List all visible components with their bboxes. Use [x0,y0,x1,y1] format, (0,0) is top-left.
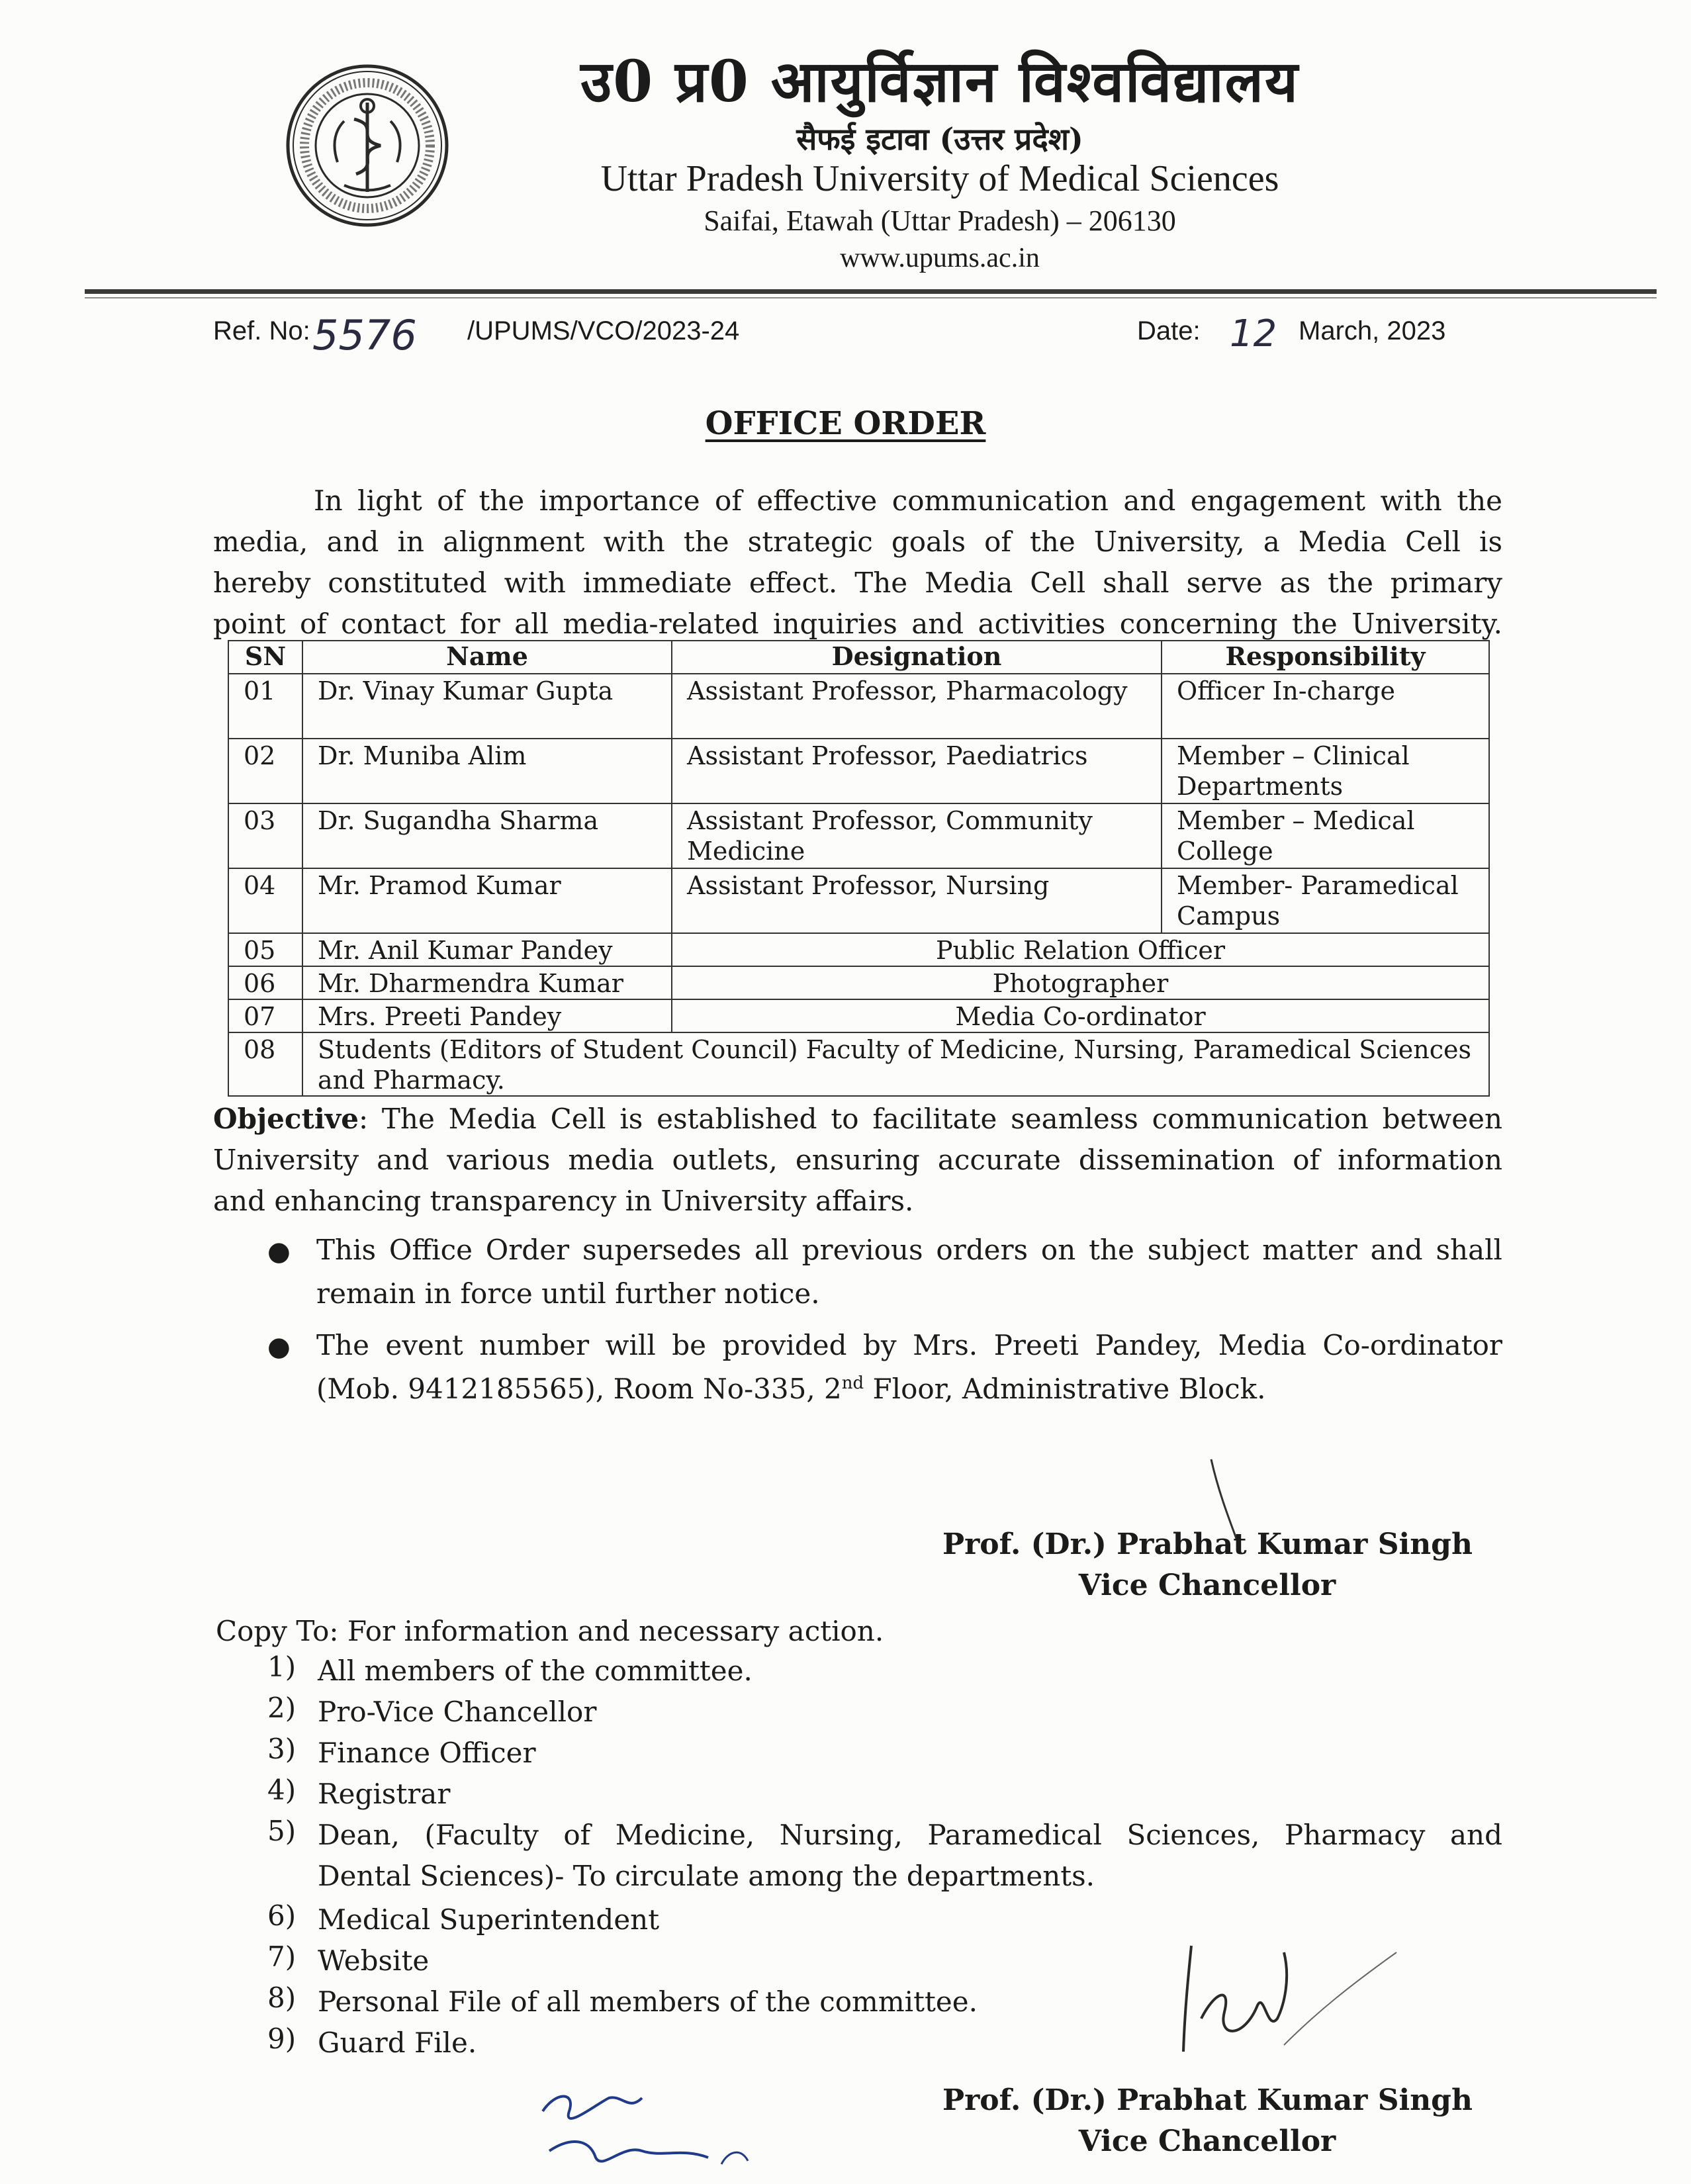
cell-name: Mr. Pramod Kumar [302,868,672,933]
copy-item-number: 8) [267,1981,297,2014]
cell-responsibility: Member- Paramedical Campus [1162,868,1489,933]
objective-label: Objective [213,1103,359,1135]
cell-name: Mr. Anil Kumar Pandey [302,933,672,966]
table-row [228,1032,1489,1096]
date-day-handwritten: 12 [1230,312,1277,355]
table-row [228,868,1489,933]
copy-item: Guard File. [318,2026,477,2059]
bullet-line: remain in force until further notice. [316,1277,820,1310]
cell-responsibility: Member – Medical College [1162,803,1489,868]
signatory-title: Vice Chancellor [1078,2124,1336,2158]
ref-suffix: /UPUMS/VCO/2023-24 [467,316,740,345]
university-place-hindi: सैफई इटावा (उत्तर प्रदेश) [796,121,1083,157]
signatory-name: Prof. (Dr.) Prabhat Kumar Singh [942,1527,1473,1561]
copy-item: Finance Officer [318,1737,536,1769]
cell-sn: 07 [228,999,302,1032]
intro-line: media, and in alignment with the strategic goals of the University, a Media Cell is [213,525,1502,558]
objective-paragraph [213,1099,1502,1222]
letterhead-rule-thin [85,297,1657,298]
cell-name: Mrs. Preeti Pandey [302,999,672,1032]
cell-sn: 01 [228,674,302,739]
bullet-item [316,1324,1502,1411]
cell-sn: 04 [228,868,302,933]
letterhead-rule [85,289,1657,294]
signatory-name: Prof. (Dr.) Prabhat Kumar Singh [942,2083,1473,2117]
objective-text: : The Media Cell is established to facilitate seamless communication between [358,1103,1502,1135]
date-label: Date: [1137,316,1201,345]
cell-sn: 05 [228,933,302,966]
university-name-english: Uttar Pradesh University of Medical Sciences [600,158,1279,199]
copy-item: Registrar [318,1778,451,1810]
cell-sn: 03 [228,803,302,868]
table-row [228,739,1489,803]
cell-sn: 02 [228,739,302,803]
ref-label: Ref. No: [213,316,310,345]
university-address: Saifai, Etawah (Uttar Pradesh) – 206130 [704,205,1176,237]
bullet-icon: ● [267,1332,291,1362]
university-website: www.upums.ac.in [840,243,1040,273]
objective-line: and enhancing transparency in University affairs. [213,1185,914,1217]
initials-scribble-icon [529,2085,821,2184]
copy-to-intro: Copy To: For information and necessary action. [216,1615,884,1647]
signatory-title: Vice Chancellor [1078,1569,1336,1602]
media-cell-table [228,640,1490,1097]
cell-name: Dr. Vinay Kumar Gupta [302,674,672,739]
copy-item: All members of the committee. [318,1655,753,1687]
copy-item: Website [318,1944,430,1977]
cell-role: Media Co-ordinator [672,999,1489,1032]
university-name-hindi: उ0 प्र0 आयुर्विज्ञान विश्वविद्यालय [580,48,1299,115]
ordinal-suffix: nd [841,1373,864,1393]
column-header-designation: Designation [672,641,1162,674]
copy-item-number: 6) [267,1899,297,1932]
copy-item-number: 4) [267,1774,297,1806]
intro-line: hereby constituted with immediate effect. The Media Cell shall serve as the primary [213,567,1502,599]
copy-item-continued: Dental Sciences)- To circulate among the departments. [318,1860,1095,1892]
table-row [228,674,1489,739]
cell-name: Dr. Muniba Alim [302,739,672,803]
copy-item-number: 1) [267,1651,297,1683]
column-header-responsibility: Responsibility [1162,641,1489,674]
table-header-row [228,641,1489,674]
copy-item-number: 9) [267,2023,297,2055]
handwritten-signature-icon [1152,1939,1403,2091]
bullet-item [316,1228,1502,1316]
cell-name: Mr. Dharmendra Kumar [302,966,672,999]
cell-designation: Assistant Professor, Paediatrics [672,739,1162,803]
cell-name: Dr. Sugandha Sharma [302,803,672,868]
copy-item-number: 7) [267,1940,297,1973]
cell-students: Students (Editors of Student Council) Faculty of Medicine, Nursing, Paramedical Sciences and Pharmacy. [302,1032,1489,1096]
intro-line: point of contact for all media-related inquiries and activities concerning the University. [213,608,1502,640]
copy-item-number: 5) [267,1815,297,1847]
cell-responsibility: Officer In-charge [1162,674,1489,739]
cell-sn: 08 [228,1032,302,1096]
column-header-sn: SN [228,641,302,674]
intro-paragraph [213,480,1502,645]
copy-item: Dean, (Faculty of Medicine, Nursing, Paramedical Sciences, Pharmacy and [318,1819,1502,1851]
cell-responsibility: Member – Clinical Departments [1162,739,1489,803]
cell-designation: Assistant Professor, Community Medicine [672,803,1162,868]
bullet-text: Floor, Administrative Block. [864,1373,1266,1405]
copy-item: Medical Superintendent [318,1903,660,1936]
bullet-line: This Office Order supersedes all previous orders on the subject matter and shall [316,1234,1502,1266]
cell-designation: Assistant Professor, Pharmacology [672,674,1162,739]
cell-role: Public Relation Officer [672,933,1489,966]
table-row [228,966,1489,999]
copy-item-number: 3) [267,1733,297,1765]
copy-item: Pro-Vice Chancellor [318,1696,597,1728]
copy-item: Personal File of all members of the committee. [318,1985,978,2018]
ref-number-handwritten: 5576 [312,311,417,359]
table-row [228,803,1489,868]
intro-line: In light of the importance of effective communication and engagement with the [314,484,1502,517]
table-row [228,933,1489,966]
column-header-name: Name [302,641,672,674]
table-row [228,999,1489,1032]
date-month-year: March, 2023 [1299,316,1446,345]
cell-sn: 06 [228,966,302,999]
bullet-line: The event number will be provided by Mrs. Preeti Pandey, Media Co-ordinator [316,1329,1502,1361]
copy-item-number: 2) [267,1692,297,1724]
cell-designation: Assistant Professor, Nursing [672,868,1162,933]
cell-role: Photographer [672,966,1489,999]
page-title: OFFICE ORDER [705,405,986,442]
bullet-icon: ● [267,1236,291,1267]
bullet-text: (Mob. 9412185565), Room No-335, 2 [316,1373,842,1405]
objective-line: University and various media outlets, ensuring accurate dissemination of information [213,1144,1502,1176]
